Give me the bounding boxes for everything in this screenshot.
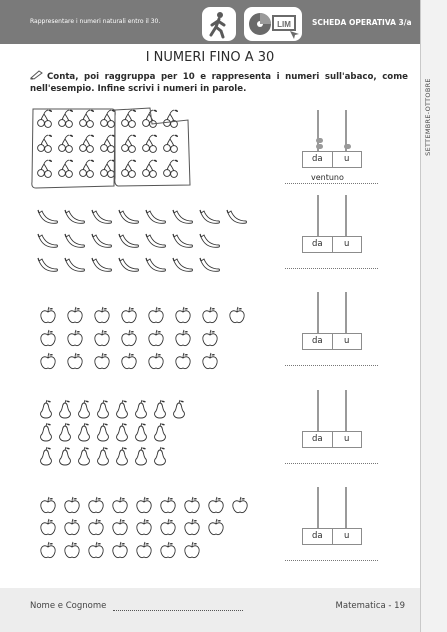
apple-icon xyxy=(137,497,151,513)
apple-icon xyxy=(137,542,151,558)
abacus-base xyxy=(302,236,362,253)
banana-icon xyxy=(146,210,166,223)
counting-objects xyxy=(38,110,248,558)
apple-icon xyxy=(65,542,79,558)
apple-icon xyxy=(41,542,55,558)
name-input-line[interactable] xyxy=(113,610,243,611)
banana-icon xyxy=(65,234,85,247)
cherrie-icon xyxy=(122,160,136,178)
pear-icon xyxy=(41,400,52,418)
apple-icon xyxy=(185,519,199,535)
banana-icon xyxy=(119,234,139,247)
apple-icon xyxy=(176,307,190,323)
units-rod[interactable] xyxy=(345,487,347,528)
apple-icon xyxy=(89,497,103,513)
pear-icon xyxy=(155,423,166,441)
apple-icon xyxy=(233,497,247,513)
apple-icon xyxy=(65,519,79,535)
apple-icon xyxy=(176,330,190,346)
lim-label: LIM xyxy=(277,20,291,29)
cherrie-icon xyxy=(164,135,178,153)
apple-icon xyxy=(176,353,190,369)
apple-icon xyxy=(203,307,217,323)
abacus[interactable] xyxy=(302,195,362,255)
apple-icon xyxy=(149,353,163,369)
apple-icon xyxy=(122,307,136,323)
apple-icon xyxy=(95,307,109,323)
abacus-base xyxy=(302,431,362,448)
page-label: Matematica - 19 xyxy=(335,601,405,611)
apple-icon xyxy=(203,353,217,369)
tens-label: da xyxy=(311,336,323,346)
apple-icon xyxy=(41,330,55,346)
banana-icon xyxy=(38,258,58,271)
apple-icon xyxy=(230,307,244,323)
abacus-base xyxy=(302,333,362,350)
abacus[interactable] xyxy=(302,292,362,352)
abacus-bead xyxy=(316,138,323,143)
apple-icon xyxy=(203,330,217,346)
pear-icon xyxy=(136,400,147,418)
banana-icon xyxy=(200,258,220,271)
pear-icon xyxy=(79,423,90,441)
apple-icon xyxy=(65,497,79,513)
abacus[interactable] xyxy=(302,390,362,450)
apple-icon xyxy=(95,353,109,369)
answer-line[interactable] xyxy=(285,268,378,269)
apple-icon xyxy=(41,497,55,513)
banana-icon xyxy=(173,258,193,271)
tens-rod[interactable] xyxy=(317,487,319,528)
apple-icon xyxy=(149,307,163,323)
cherrie-icon xyxy=(101,135,115,153)
apple-icon xyxy=(161,497,175,513)
scheda-label: SCHEDA OPERATIVA 3/a xyxy=(312,18,412,27)
apple-icon xyxy=(185,542,199,558)
apple-icon xyxy=(68,307,82,323)
header-subtitle: Rappresentare i numeri naturali entro il 30. xyxy=(30,18,161,25)
units-label: u xyxy=(332,529,362,544)
pear-icon xyxy=(41,423,52,441)
cherrie-icon xyxy=(101,160,115,178)
instruction-body: Conta, poi raggruppa per 10 e rappresenta i numeri sull'abaco, come nell'esempio. Infine scrivi i numeri in parole. xyxy=(30,72,408,94)
apple-icon xyxy=(41,353,55,369)
abacus[interactable] xyxy=(302,487,362,547)
apple-icon xyxy=(209,497,223,513)
cherrie-icon xyxy=(59,110,73,128)
banana-icon xyxy=(119,210,139,223)
side-tab-label: SETTEMBRE-OTTOBRE xyxy=(424,78,432,156)
cherrie-icon xyxy=(38,110,52,128)
answer-line[interactable] xyxy=(285,463,378,464)
pear-icon xyxy=(155,400,166,418)
pear-icon xyxy=(60,400,71,418)
apple-icon xyxy=(161,542,175,558)
units-label: u xyxy=(332,152,362,167)
answer-line[interactable] xyxy=(285,183,378,184)
answer-line[interactable] xyxy=(285,365,378,366)
pear-icon xyxy=(117,400,128,418)
cherrie-icon xyxy=(38,160,52,178)
apple-icon xyxy=(89,542,103,558)
abacus-base xyxy=(302,151,362,168)
cherrie-icon xyxy=(143,160,157,178)
abacus-bead xyxy=(316,144,323,149)
banana-icon xyxy=(65,210,85,223)
apple-icon xyxy=(95,330,109,346)
cherrie-icon xyxy=(80,160,94,178)
banana-icon xyxy=(92,258,112,271)
apple-icon xyxy=(209,519,223,535)
cherrie-icon xyxy=(80,135,94,153)
banana-icon xyxy=(146,258,166,271)
units-rod[interactable] xyxy=(345,292,347,333)
pear-icon xyxy=(117,423,128,441)
apple-icon xyxy=(185,497,199,513)
units-label: u xyxy=(332,237,362,252)
answer-line[interactable] xyxy=(285,560,378,561)
banana-icon xyxy=(200,234,220,247)
abacus[interactable] xyxy=(302,110,362,170)
cherrie-icon xyxy=(59,160,73,178)
pear-icon xyxy=(155,447,166,465)
apple-icon xyxy=(161,519,175,535)
cherrie-icon xyxy=(122,135,136,153)
pear-icon xyxy=(79,400,90,418)
apple-icon xyxy=(122,353,136,369)
cherrie-icon xyxy=(143,135,157,153)
answer-text: ventuno xyxy=(311,173,344,182)
banana-icon xyxy=(119,258,139,271)
cherrie-icon xyxy=(143,110,157,128)
cherrie-icon xyxy=(59,135,73,153)
banana-icon xyxy=(173,210,193,223)
footer xyxy=(0,588,420,632)
banana-icon xyxy=(200,210,220,223)
pear-icon xyxy=(136,447,147,465)
cherrie-icon xyxy=(164,110,178,128)
banana-icon xyxy=(92,234,112,247)
banana-icon xyxy=(38,210,58,223)
units-rod[interactable] xyxy=(345,195,347,236)
pear-icon xyxy=(98,400,109,418)
apple-icon xyxy=(149,330,163,346)
apple-icon xyxy=(113,497,127,513)
cherrie-icon xyxy=(164,160,178,178)
cherrie-icon xyxy=(122,110,136,128)
page-title: I NUMERI FINO A 30 xyxy=(145,50,275,65)
pear-icon xyxy=(41,447,52,465)
tens-label: da xyxy=(311,531,323,541)
pear-icon xyxy=(174,400,185,418)
banana-icon xyxy=(146,234,166,247)
tens-rod[interactable] xyxy=(317,390,319,431)
apple-icon xyxy=(122,330,136,346)
apple-icon xyxy=(68,353,82,369)
side-tab xyxy=(420,0,447,632)
cherrie-icon xyxy=(101,110,115,128)
pear-icon xyxy=(98,423,109,441)
name-label: Nome e Cognome xyxy=(30,601,107,611)
banana-icon xyxy=(173,234,193,247)
abacus-bead xyxy=(344,144,351,149)
tens-label: da xyxy=(311,434,323,444)
cherrie-icon xyxy=(80,110,94,128)
tens-rod[interactable] xyxy=(317,292,319,333)
banana-icon xyxy=(92,210,112,223)
apple-icon xyxy=(41,307,55,323)
pear-icon xyxy=(136,423,147,441)
pear-icon xyxy=(117,447,128,465)
banana-icon xyxy=(65,258,85,271)
abacus-base xyxy=(302,528,362,545)
tens-label: da xyxy=(311,239,323,249)
apple-icon xyxy=(89,519,103,535)
tens-label: da xyxy=(311,154,323,164)
units-label: u xyxy=(332,334,362,349)
apple-icon xyxy=(113,542,127,558)
units-label: u xyxy=(332,432,362,447)
units-rod[interactable] xyxy=(345,390,347,431)
apple-icon xyxy=(68,330,82,346)
apple-icon xyxy=(137,519,151,535)
banana-icon xyxy=(227,210,247,223)
pear-icon xyxy=(60,447,71,465)
apple-icon xyxy=(41,519,55,535)
banana-icon xyxy=(38,234,58,247)
pear-icon xyxy=(60,423,71,441)
apple-icon xyxy=(113,519,127,535)
pear-icon xyxy=(79,447,90,465)
cherrie-icon xyxy=(38,135,52,153)
pear-icon xyxy=(98,447,109,465)
tens-rod[interactable] xyxy=(317,195,319,236)
